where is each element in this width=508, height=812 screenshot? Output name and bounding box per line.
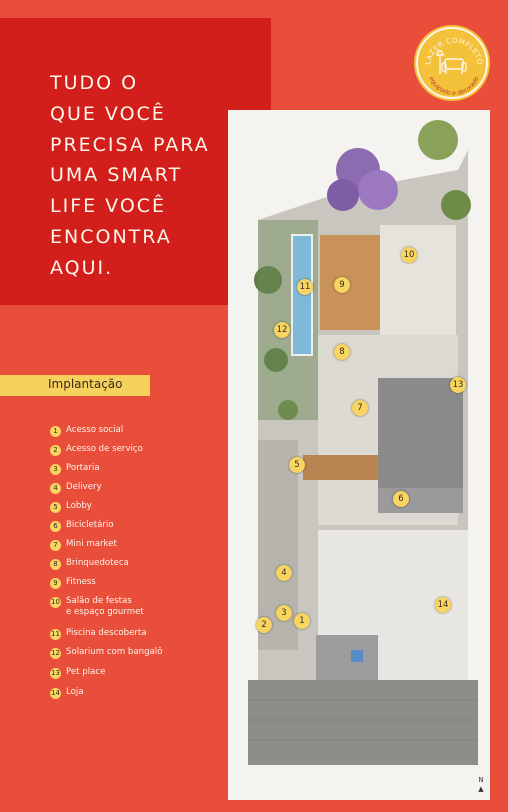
list-item bbox=[50, 628, 220, 640]
plan-marker: 3 bbox=[276, 605, 292, 621]
plan-marker: 4 bbox=[276, 565, 292, 581]
north-arrow-icon: N ▲ bbox=[478, 776, 484, 793]
seal-bottom-text: equipado e decorado bbox=[427, 75, 481, 98]
headline-line: ENCONTRA bbox=[50, 225, 172, 248]
accessibility-icon bbox=[351, 650, 363, 662]
entrance-area bbox=[316, 635, 378, 680]
legend-number: 10 bbox=[51, 598, 60, 606]
legend-number: 14 bbox=[51, 689, 60, 697]
plan-marker: 6 bbox=[393, 491, 409, 507]
sidewalk bbox=[248, 680, 478, 765]
legend-number: 8 bbox=[50, 559, 61, 570]
legend-label: Acesso de serviço bbox=[66, 444, 143, 454]
list-item bbox=[50, 444, 220, 456]
legend-number: 1 bbox=[50, 426, 61, 437]
site-plan-drawing bbox=[228, 110, 490, 800]
headline-line: LIFE VOCÊ bbox=[50, 195, 167, 218]
seal-top-text: LAZER COMPLETO bbox=[424, 36, 484, 66]
list-item bbox=[50, 647, 220, 659]
party-hall bbox=[380, 225, 456, 335]
list-item bbox=[50, 539, 220, 551]
plan-marker: 7 bbox=[352, 400, 368, 416]
svg-text:equipado e decorado bbox=[428, 75, 481, 97]
headline-line: PRECISA PARA bbox=[50, 133, 210, 156]
legend-number: 4 bbox=[50, 483, 61, 494]
seal-graphic bbox=[418, 29, 490, 101]
plan-marker: 1 bbox=[294, 613, 310, 629]
plan-marker: 10 bbox=[401, 247, 417, 263]
legend-label: Acesso social bbox=[66, 425, 124, 435]
headline-line: UMA SMART bbox=[50, 164, 183, 187]
list-item bbox=[50, 577, 220, 589]
section-title: Implantação bbox=[48, 377, 123, 391]
headline-line: AQUI. bbox=[50, 256, 114, 279]
legend-label: Brinquedoteca bbox=[66, 558, 129, 568]
plan-marker: 5 bbox=[289, 457, 305, 473]
list-item bbox=[50, 482, 220, 494]
legend-label: Solarium com bangalô bbox=[66, 647, 163, 657]
plan-marker: 12 bbox=[274, 322, 290, 338]
bike-parking bbox=[378, 378, 463, 513]
legend-number: 13 bbox=[51, 669, 60, 677]
legend-label: Mini market bbox=[66, 539, 117, 549]
svg-text:LAZER COMPLETO bbox=[424, 37, 484, 66]
legend-label bbox=[66, 596, 144, 618]
headline-line: QUE VOCÊ bbox=[50, 102, 166, 125]
list-item bbox=[50, 501, 220, 513]
plan-marker: 8 bbox=[334, 344, 350, 360]
armchair-icon bbox=[437, 51, 466, 74]
list-item bbox=[50, 558, 220, 570]
legend-number: 2 bbox=[50, 445, 61, 456]
list-item bbox=[50, 425, 220, 437]
legend-number: 5 bbox=[50, 502, 61, 513]
legend-label: Piscina descoberta bbox=[66, 628, 147, 638]
legend-label: Lobby bbox=[66, 501, 92, 511]
legend-number: 9 bbox=[50, 578, 61, 589]
plan-marker: 2 bbox=[256, 617, 272, 633]
legend-number: 3 bbox=[50, 464, 61, 475]
headline bbox=[50, 68, 210, 284]
legend-label-line: e espaço gourmet bbox=[66, 607, 144, 617]
site-plan bbox=[228, 110, 490, 800]
fitness-floor bbox=[320, 235, 380, 330]
plan-marker: 9 bbox=[334, 277, 350, 293]
headline-line: TUDO O bbox=[50, 72, 139, 94]
pool bbox=[292, 235, 312, 355]
compass-label: N bbox=[478, 776, 484, 784]
legend-number: 6 bbox=[50, 521, 61, 532]
list-item bbox=[50, 596, 220, 618]
plan-marker: 13 bbox=[450, 377, 466, 393]
legend-label: Delivery bbox=[66, 482, 102, 492]
list-item bbox=[50, 520, 220, 532]
legend-label: Loja bbox=[66, 687, 84, 697]
legend-label: Pet place bbox=[66, 667, 106, 677]
list-item bbox=[50, 463, 220, 475]
legend-label: Fitness bbox=[66, 577, 96, 587]
legend-number: 11 bbox=[51, 630, 60, 638]
legend-number: 7 bbox=[50, 540, 61, 551]
legend-label-line: Salão de festas bbox=[66, 596, 132, 606]
section-bar bbox=[0, 375, 150, 396]
legend-number: 12 bbox=[51, 649, 60, 657]
list-item bbox=[50, 667, 220, 679]
legend-label: Bicicletário bbox=[66, 520, 114, 530]
legend-label: Portaria bbox=[66, 463, 100, 473]
lazer-completo-seal bbox=[416, 27, 488, 99]
list-item bbox=[50, 687, 220, 699]
plan-marker: 14 bbox=[435, 597, 451, 613]
plan-marker: 11 bbox=[297, 279, 313, 295]
